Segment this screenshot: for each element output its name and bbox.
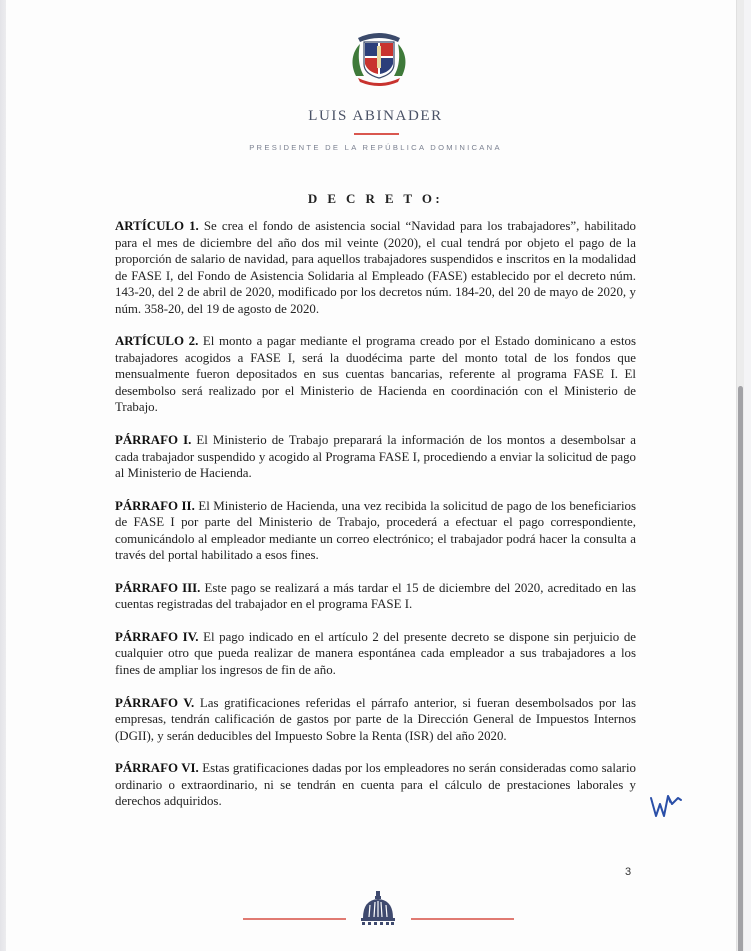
coat-of-arms-icon [346,24,412,90]
paragraph-lead: PÁRRAFO VI. [115,761,199,776]
paragraph-text: El pago indicado en el artículo 2 del presente decreto se dispone sin perjuicio de cualquier otro que pueda realizar de manera espontánea cada empleador a sus trabajadores a los fines de ampliar los ingresos de fin de año. [115,629,637,678]
paragraph-lead: ARTÍCULO 1. [115,219,199,233]
article-1 [115,218,636,317]
paragraph-i [115,432,636,482]
paragraph-lead: PÁRRAFO I. [115,433,192,448]
paragraph-text: El Ministerio de Hacienda, una vez recibida la solicitud de pago de los beneficiarios de FASE I por parte del Ministerio de Trabajo, procederá a efectuar el pago correspondiente, comunicándolo al empleador mediante un correo electrónico; el trabajador podrá hacer la consulta a través del portal habilitado a esos fines. [115,498,636,563]
paragraph-text: Estas gratificaciones dadas por los empleadores no serán consideradas como salario ordinario o extraordinario, ni se tendrán en cuenta para el cálculo de prestaciones laborales y derechos adquiridos. [115,761,636,809]
page-number: 3 [625,866,632,878]
footer-divider-right [411,918,514,920]
signature-initials [648,790,684,822]
scrollbar-thumb[interactable] [738,386,743,951]
footer-divider-left [243,918,346,920]
paragraph-lead: PÁRRAFO V. [115,695,195,710]
president-name: LUIS ABINADER [308,108,443,124]
paragraph-lead: PÁRRAFO II. [115,498,195,513]
paragraph-text: Se crea el fondo de asistencia social “Navidad para los trabajadores”, habilitado para el mes de diciembre del año dos mil veinte (2020), el cual tendrá por objeto el pago de la proporción de salario de navidad, para aquellos trabajadores suspendidos e inscritos en la modalidad de FASE I, del Fondo de Asistencia Solidaria al Empleado (FASE) establecido por el decreto núm. 143-20, del 2 de abril de 2020, modificado por los decretos núm. 184-20, del 20 de mayo de 2020, y núm. 358-20, del 19 de agosto de 2020. [115,219,636,316]
paragraph-iii [115,580,636,613]
paragraph-lead: PÁRRAFO III. [115,580,201,595]
paragraph-iv [115,629,636,679]
header-divider [354,133,399,135]
paragraph-ii [115,498,636,564]
decree-heading: D E C R E T O: [307,191,444,206]
capitol-dome-icon [358,890,398,926]
paragraph-v [115,695,636,745]
paragraph-text: Las gratificaciones referidas el párrafo anterior, si fueran desembolsados por las empresas, tendrán calificación de gastos por parte de la Dirección General de Impuestos Internos (DGII), y serán deducibles del Impuesto Sobre la Renta (ISR) del año 2020. [115,695,636,743]
paragraph-text: Este pago se realizará a más tardar el 15 de diciembre del 2020, acreditado en las cuentas registradas del trabajador en el programa FASE I. [115,580,636,612]
viewer-right-edge [744,0,751,951]
paragraph-lead: PÁRRAFO IV. [115,629,199,644]
paragraph-lead: ARTÍCULO 2. [115,334,199,349]
paragraph-text: El Ministerio de Trabajo preparará la información de los montos a desembolsar a cada trabajador suspendido y acogido al Programa FASE I, procediendo a enviar la solicitud de pago al Ministerio de Hacienda. [115,433,636,481]
article-2 [115,333,636,416]
president-title: PRESIDENTE DE LA REPÚBLICA DOMINICANA [249,143,502,152]
paragraph-vi [115,760,636,810]
paragraph-text: El monto a pagar mediante el programa creado por el Estado dominicano a estos trabajadores acogidos a FASE I, será la duodécima parte del monto total de los fondos que mensualmente fueron depositados en sus cuentas bancarias, referente al programa FASE I. El desembolso será realizado por el Ministerio de Hacienda en coordinación con el Ministerio de Trabajo. [115,334,636,415]
decree-body [115,218,636,826]
